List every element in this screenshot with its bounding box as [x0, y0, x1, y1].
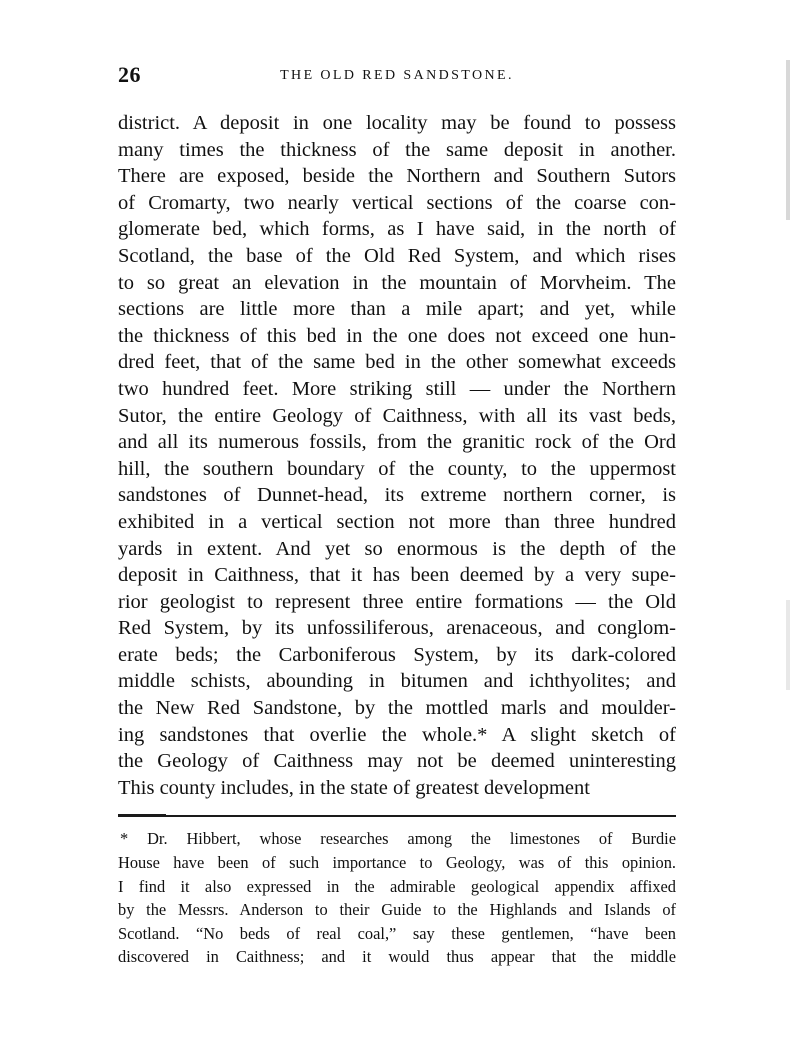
- body-line: Sutor, the entire Geology of Caithness, with all its vast beds,: [118, 404, 676, 427]
- body-line: exhibited in a vertical section not more than three hundred: [118, 510, 676, 533]
- footnote-divider: [118, 815, 676, 817]
- footnote-line: discovered in Caithness; and it would thus appear that the middle: [118, 947, 676, 967]
- body-line: sandstones of Dunnet-head, its extreme northern corner, is: [118, 484, 676, 507]
- body-line: to so great an elevation in the mountain of Morvheim. The: [118, 271, 676, 294]
- body-line: two hundred feet. More striking still — under the Northern: [118, 377, 676, 400]
- footnote-line: House have been of such importance to Geology, was of this opinion.: [118, 853, 676, 873]
- body-line: the Geology of Caithness may not be deemed uninteresting: [118, 750, 676, 773]
- body-line: hill, the southern boundary of the county, to the uppermost: [118, 457, 676, 480]
- footnote: [118, 827, 676, 969]
- body-line: This county includes, in the state of greatest development: [118, 776, 590, 799]
- body-line: of Cromarty, two nearly vertical sections of the coarse con-: [118, 191, 676, 214]
- footnote-line: Scotland. “No beds of real coal,” say these gentlemen, “have been: [118, 923, 676, 943]
- body-text: [118, 110, 676, 801]
- body-line: dred feet, that of the same bed in the other somewhat exceeds: [118, 351, 676, 374]
- body-line: rior geologist to represent three entire formations — the Old: [118, 590, 676, 613]
- body-line: many times the thickness of the same deposit in another.: [118, 138, 676, 161]
- body-line: the thickness of this bed in the one does not exceed one hun-: [118, 324, 676, 347]
- body-line: middle schists, abounding in bitumen and ichthyolites; and: [118, 670, 676, 693]
- footnote-line: by the Messrs. Anderson to their Guide to the Highlands and Islands of: [118, 900, 676, 920]
- body-line: and all its numerous fossils, from the granitic rock of the Ord: [118, 431, 676, 454]
- body-line: sections are little more than a mile apart; and yet, while: [118, 298, 676, 321]
- body-line: Scotland, the base of the Old Red System, and which rises: [118, 244, 676, 267]
- page-edge-shadow: [786, 60, 790, 220]
- body-line: erate beds; the Carboniferous System, by its dark-colored: [118, 643, 676, 666]
- body-line: ing sandstones that overlie the whole.* A slight sketch of: [118, 723, 676, 746]
- body-line: Red System, by its unfossiliferous, arenaceous, and conglom-: [118, 617, 676, 640]
- book-page: [118, 58, 676, 969]
- footnote-line: I find it also expressed in the admirable geological appendix affixed: [118, 876, 676, 896]
- page-header: [118, 58, 676, 92]
- footnote-line: * Dr. Hibbert, whose researches among the limestones of Burdie: [120, 829, 676, 849]
- body-line: There are exposed, beside the Northern and Southern Sutors: [118, 165, 676, 188]
- page-number: 26: [118, 62, 141, 87]
- body-line: glomerate bed, which forms, as I have said, in the north of: [118, 218, 676, 241]
- body-line: yards in extent. And yet so enormous is the depth of the: [118, 537, 676, 560]
- body-line: the New Red Sandstone, by the mottled marls and moulder-: [118, 697, 676, 720]
- page-edge-shadow: [786, 600, 790, 690]
- body-line: district. A deposit in one locality may be found to possess: [118, 112, 676, 134]
- running-head: THE OLD RED SANDSTONE.: [280, 68, 514, 83]
- body-line: deposit in Caithness, that it has been deemed by a very supe-: [118, 564, 676, 587]
